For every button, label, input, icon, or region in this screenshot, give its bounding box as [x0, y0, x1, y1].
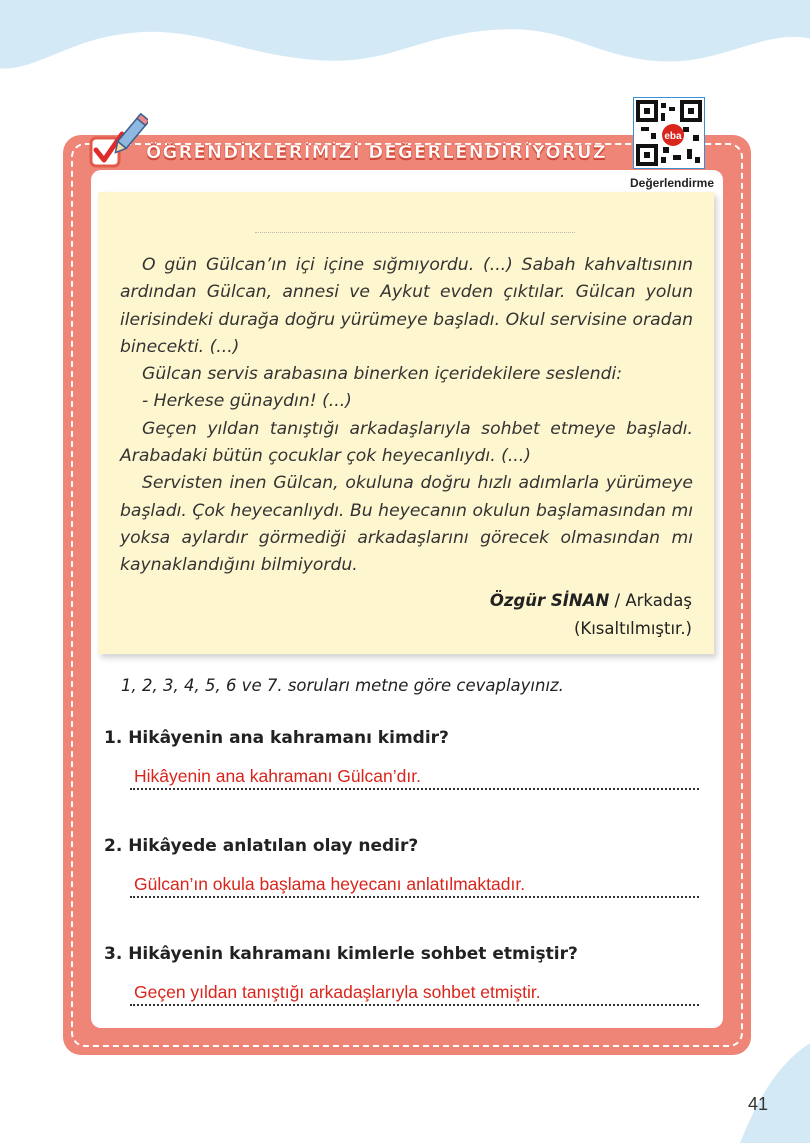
passage-paragraph: Servisten inen Gülcan, okuluna doğru hızlı adımlarla yürümeye başladı. Çok heyecanlıydı. Bu heyecanın okulun başlamasından mı yoksa aylardır görmediği arkadaşlarını görecek olmasından mı kaynaklandığını bilmiyordu. [120, 473, 693, 576]
question-2: 2. Hikâyede anlatılan olay nedir? [104, 836, 419, 856]
answer-field-2[interactable] [130, 868, 699, 898]
qr-label: eba [664, 131, 682, 142]
section-header [88, 108, 648, 178]
instruction-text: 1, 2, 3, 4, 5, 6 ve 7. soruları metne göre cevaplayınız. [121, 676, 564, 695]
qr-code-icon [633, 97, 705, 169]
question-3: 3. Hikâyenin kahramanı kimlerle sohbet etmiştir? [104, 944, 578, 964]
qr-caption: Değerlendirme [629, 176, 715, 190]
passage-paragraph: Geçen yıldan tanıştığı arkadaşlarıyla sohbet etmeye başladı. Arabadaki bütün çocuklar çok heyecanlıydı. (...) [120, 418, 693, 467]
passage-paragraph: O gün Gülcan’ın içi içine sığmıyordu. (...) Sabah kahvaltısının ardından Gülcan, annesi ve Aykut evden çıktılar. Gülcan yolun ilerisindeki durağa doğru yürümeye başladı. Okul servisine oradan binecekti. (...) [120, 255, 693, 357]
passage-paragraph: Gülcan servis arabasına binerken içeridekilere seslendi: [142, 364, 623, 385]
qr-code[interactable] [633, 97, 705, 169]
passage-title-line [255, 232, 575, 233]
answer-2: Gülcan’ın okula başlama heyecanı anlatılmaktadır. [134, 874, 526, 894]
checkbox-pencil-icon [88, 112, 148, 174]
answer-field-1[interactable] [130, 760, 699, 790]
author-line [490, 587, 692, 615]
question-1: 1. Hikâyenin ana kahramanı kimdir? [104, 728, 449, 748]
source-separator: / [609, 591, 626, 610]
top-wave-decoration [0, 0, 810, 90]
section-title: ÖĞRENDİKLERİMİZİ DEĞERLENDİRİYORUZ [146, 142, 608, 163]
passage-text [120, 252, 693, 580]
reading-passage [98, 192, 714, 654]
answer-3: Geçen yıldan tanıştığı arkadaşlarıyla sohbet etmiştir. [134, 982, 541, 1002]
answer-1: Hikâyenin ana kahramanı Gülcan’dır. [134, 766, 421, 786]
passage-paragraph: - Herkese günaydın! (...) [142, 391, 352, 412]
author-name: Özgür SİNAN [489, 591, 610, 610]
page-number: 41 [747, 1094, 768, 1114]
answer-field-3[interactable] [130, 976, 699, 1006]
work-title: Arkadaş [625, 591, 692, 610]
passage-source [490, 587, 692, 643]
abridged-note: (Kısaltılmıştır.) [573, 619, 692, 638]
